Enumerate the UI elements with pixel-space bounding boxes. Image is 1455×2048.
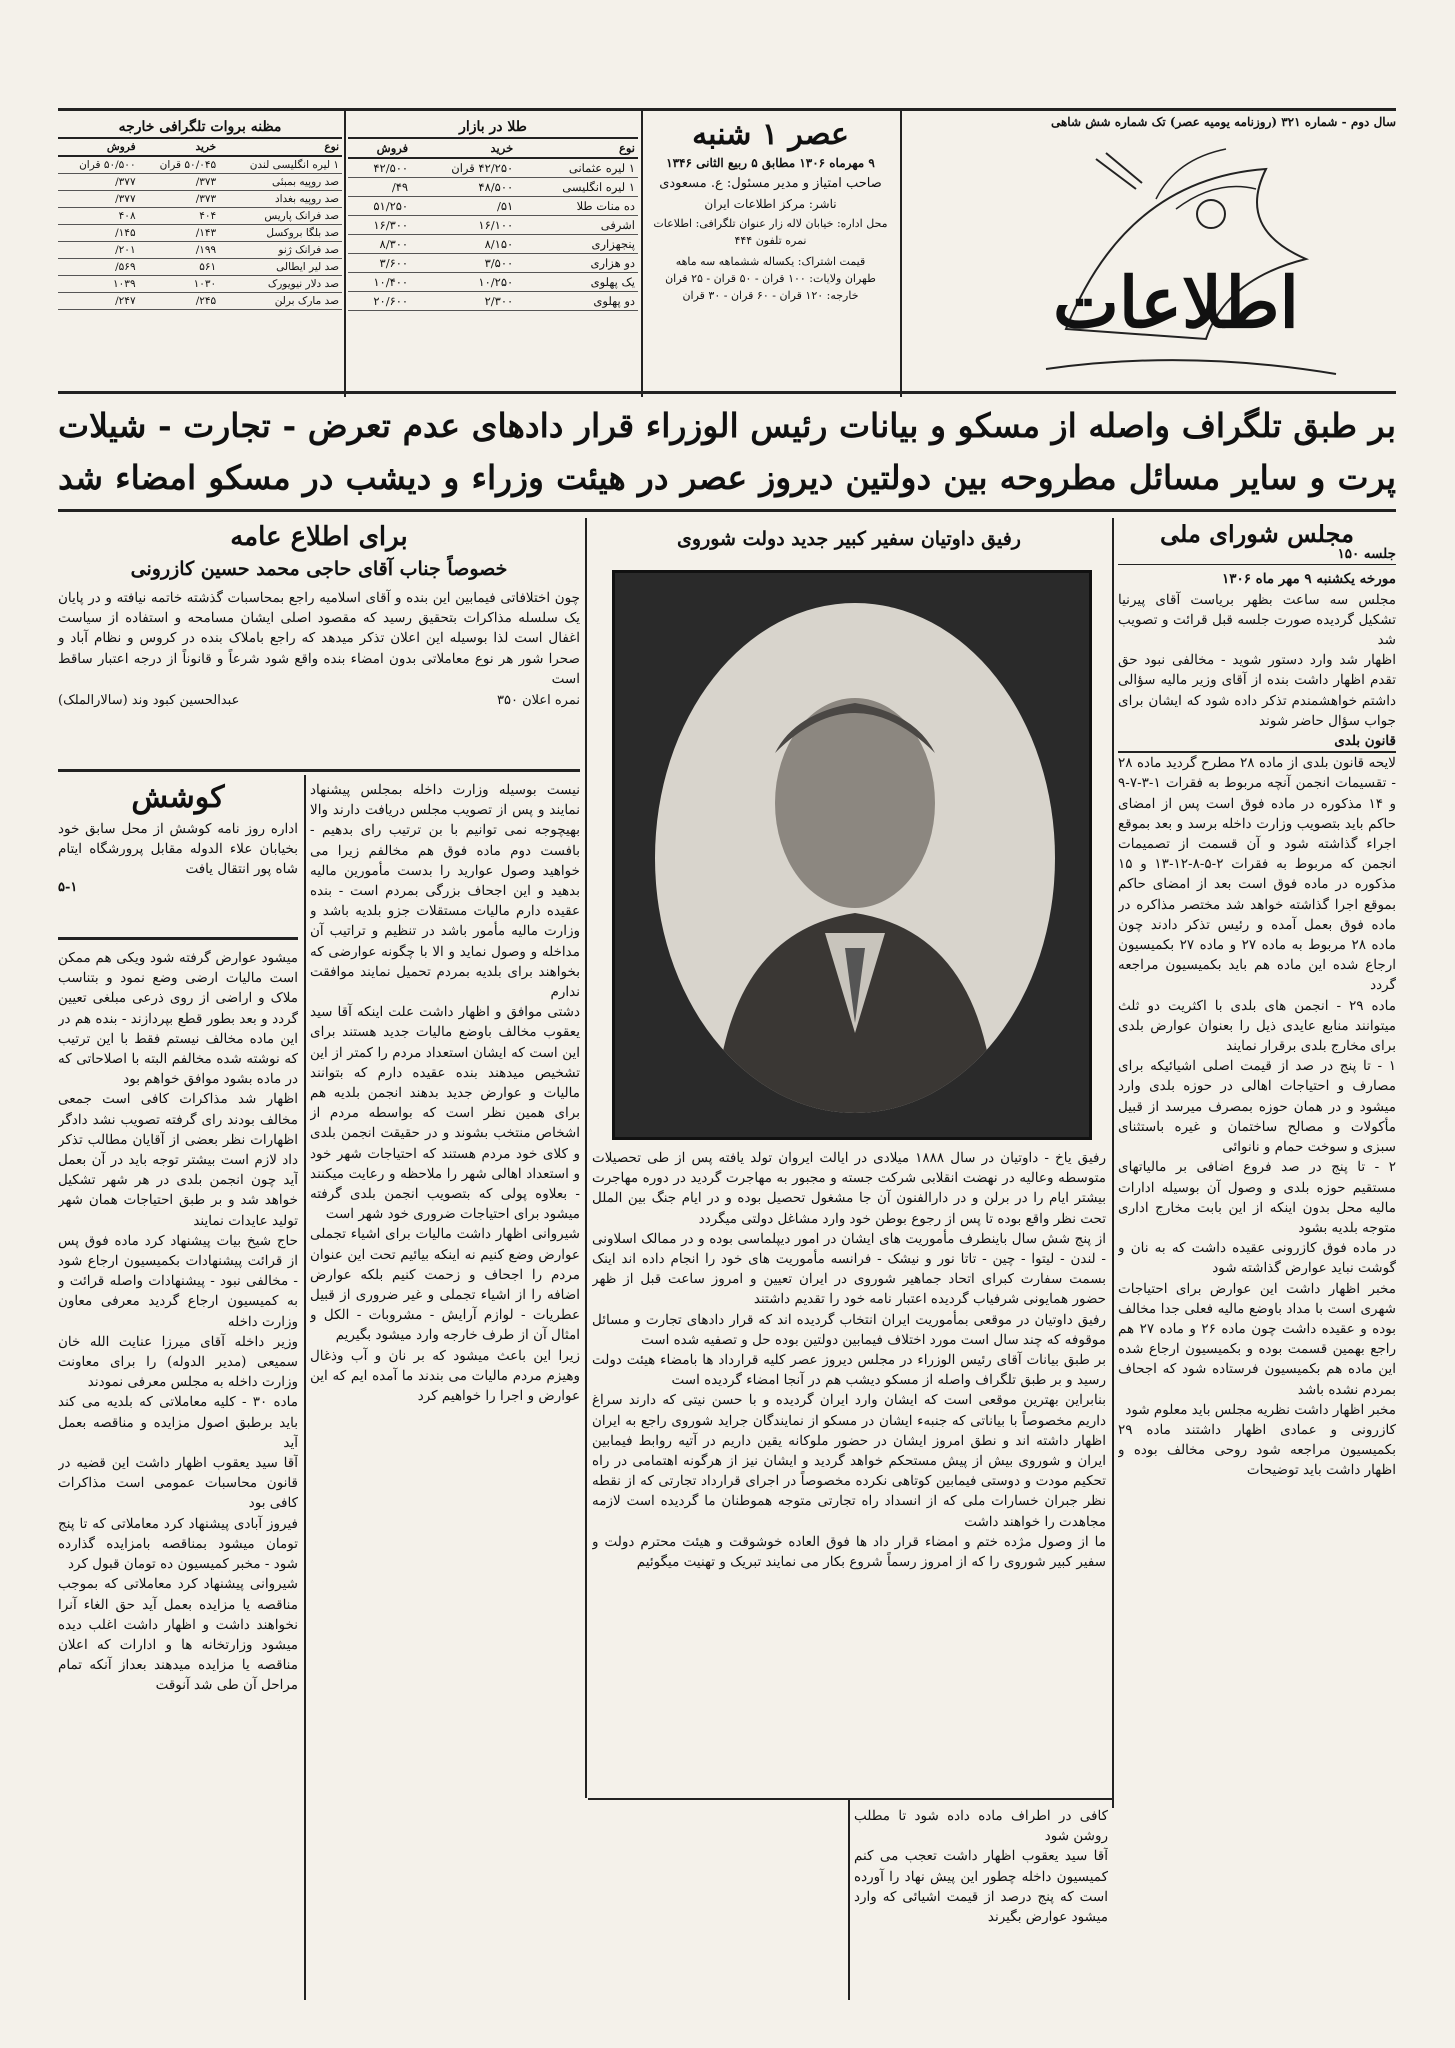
table-row	[58, 259, 342, 276]
cell: ده منات طلا	[516, 197, 638, 216]
col-buy: خرید	[411, 139, 516, 158]
cell: ۴۸/۵۰۰	[411, 178, 516, 197]
cell: ۳/۶۰۰	[348, 254, 411, 273]
cell: ۵۶۹/	[58, 259, 139, 276]
paragraph: زیرا این باعث میشود که بر نان و آب وذغال وهیزم مردم مالیات می بندند ما آمده ایم که این عوارض و اجرا را خواهیم کرد	[310, 1347, 580, 1405]
majlis-date: مورخه یکشنبه ۹ مهر ماه ۱۳۰۶	[1221, 571, 1396, 588]
col-type: نوع	[516, 139, 638, 158]
bio-paragraph: بر طبق بیانات آقای رئیس الوزراء در مجلس دیروز عصر کلیه قرارداد ها بامضاء هیئت دولت رسید و بر طبق تلگراف واصله از مسکو دیشب هم در آنجا امضاء گردیده است	[592, 1352, 1106, 1389]
bio-paragraph: ما از وصول مژده ختم و امضاء قرار داد ها فوق العاده خوشوقت و هیئت محترم دولت و سفیر کبیر شوروی را که از امروز رسماً شروع بکار می نمایند تبریک و تهنیت میگوئیم	[592, 1533, 1106, 1571]
cell: ۸/۱۵۰	[411, 235, 516, 254]
cell: صد لیر ایطالی	[219, 259, 342, 276]
notice-subtitle: خصوصاً جناب آقای حاجی محمد حسین کازرونی	[130, 558, 508, 580]
cell: پنجهزاری	[516, 235, 638, 254]
table-row	[348, 254, 638, 273]
paragraph: حاج شیخ بیات پیشنهاد کرد ماده فوق پس از قرائت پیشنهادات بکمیسیون ارجاع شود - مخالفی نبود - پیشنهادات واصله قرائت و به کمیسیون ارجاع گردید معرفی معاون وزارت داخله	[58, 1232, 298, 1330]
notice-ad-number: نمره اعلان ۳۵۰	[496, 693, 580, 709]
article-left-middle	[310, 780, 580, 1995]
masthead	[58, 108, 1396, 394]
cell: ۱۶/۳۰۰	[348, 216, 411, 235]
paragraph: دشتی موافق و اظهار داشت علت اینکه آقا سید یعقوب مخالف باوضع مالیات جدید هستند برای این است که ایشان استعداد مردم را کمتر از این تشخیص میدهند بنده عقیده دارم که بتوانند مالیات و عوارض جدید بدهند انجمن بلدیه هم برای همین نظر است که بواسطه مردم از اشخاص منتخب بشوند و در حقیقت انجمن بلدی و کلای خود مردم هستند که احتیاجات شهر خود و استعداد اهالی شهر را ملاحظه و رعایت میکنند - بعلاوه پولی که بتصویب انجمن بلدی گرفته میشود برای احتیاجات ضروری خود شهر است	[310, 1004, 580, 1223]
cell: صد دلار نیویورک	[219, 276, 342, 293]
cell: دو پهلوی	[516, 292, 638, 311]
masthead-info	[643, 111, 898, 397]
fx-rates-header	[58, 139, 342, 156]
cell: ۱۰۳۰	[139, 276, 220, 293]
masthead-meta-line: سال دوم - شماره ۳۲۱ (روزنامه یومیه عصر) تک شماره شش شاهی	[1050, 115, 1396, 129]
subscription-header: قیمت اشتراک: یکساله ششماهه سه ماهه	[675, 255, 866, 268]
cell: ۲۴۷/	[58, 293, 139, 310]
cell: ۱ لیره انگلیسی لندن	[219, 156, 342, 174]
cell: ۴۰۸	[58, 208, 139, 225]
gold-market-title: طلا در بازار	[348, 117, 638, 139]
table-row	[58, 225, 342, 242]
majlis-paragraph: مخبر اظهار داشت این عوارض برای احتیاجات شهری است با مداد باوضع مالیه فعلی جدا مخالف بوده و عقیده داشت چون ماده ۲۶ و ماده ۲۷ هم راجع بهمین قسمت بوده و بکمیسیون ارجاع شده این ماده هم بکمیسیون فرستاده شود که اجحاف بمردم نشده باشد	[1118, 1280, 1396, 1398]
paragraph: کافی در اطراف ماده داده شود تا مطلب روشن شود	[854, 1808, 1108, 1845]
cell: صد روپیه بغداد	[219, 191, 342, 208]
cell: ۵۶۱	[139, 259, 220, 276]
paragraph: ماده ۳۰ - کلیه معاملاتی که بلدیه می کند باید برطبق اصول مزایده و مناقصه بعمل آید	[58, 1394, 298, 1451]
notice-box	[58, 522, 580, 772]
col-sell: فروش	[348, 139, 411, 158]
fx-rates-box	[58, 117, 342, 310]
gold-market-table	[348, 139, 638, 311]
address-line: محل اداره: خیابان لاله زار عنوان تلگرافی: اطلاعات	[653, 217, 888, 230]
cell: صد فرانک پاریس	[219, 208, 342, 225]
majlis-paragraph: مخبر اظهار داشت نظریه مجلس باید معلوم شود	[1125, 1401, 1396, 1418]
paragraph: آقا سید یعقوب اظهار داشت این قضیه در قانون محاسبات عمومی است مذاکرات کافی بود	[58, 1455, 298, 1512]
notice-signer: عبدالحسین کبود وند (سالارالملک)	[58, 693, 240, 709]
gold-market-header	[348, 139, 638, 158]
phone-line: نمره تلفون ۴۴۴	[734, 234, 807, 247]
koushesh-box	[58, 780, 298, 940]
col-buy: خرید	[139, 139, 220, 156]
table-row	[348, 178, 638, 197]
gold-market-box	[348, 117, 638, 311]
cell: ۱ لیره انگلیسی	[516, 178, 638, 197]
fx-rates-title: مظنه بروات تلگرافی خارجه	[58, 117, 342, 139]
cell: ۲۰/۶۰۰	[348, 292, 411, 311]
paragraph: شیروانی پیشنهاد کرد معاملاتی که بموجب مناقصه یا مزایده بعمل آید حق الغاء آنرا نخواهند داشت و اظهار داشت اغلب دیده میشود وزارتخانه ها و ادارات که اعلان مناقصه یا مزایده میدهند بعداز آنکه تمام مراحل آن طی شد آنوقت	[58, 1576, 298, 1694]
cell: ۱۰/۴۰۰	[348, 273, 411, 292]
majlis-paragraph: ماده ۲۹ - انجمن های بلدی با اکثریت دو ثلث میتوانند منابع عایدی ذیل را بعنوان عوارض بلدی برای مخارج بلدی برقرار نمایند	[1118, 997, 1396, 1055]
headline-line-2: پرت و سایر مسائل مطروحه بین دولتین دیروز عصر در هیئت وزراء و دیشب در مسکو امضاء شد	[58, 458, 1396, 497]
cell: ۴۲/۵۰۰	[348, 158, 411, 178]
cell: ۲/۳۰۰	[411, 292, 516, 311]
paragraph: آقا سید یعقوب اظهار داشت تعجب می کنم کمیسیون داخله چطور این پیش نهاد را آورده است که پنج درصد از قیمت اشیائی که وارد میشود عوارض بگیرند	[854, 1848, 1108, 1926]
col-sell: فروش	[58, 139, 139, 156]
bio-article	[592, 1148, 1106, 1798]
paragraph: فیروز آبادی پیشنهاد کرد معاملاتی که تا پنج تومان میشود بمناقصه بامزایده گذارده شود - مخبر کمیسیون ده تومان قبول کرد	[58, 1515, 298, 1573]
majlis-paragraph: لایحه قانون بلدی از ماده ۲۸ مطرح گردید ماده ۲۸ - تقسیمات انجمن آنچه مربوط به فقرات ۱-۳-۷-۹ و ۱۴ مذکوره در ماده فوق است پس از امضای حاکم باید بتصویب وزارت داخله برسد و بعد بموقع اجراء گذاشته شود و آن قسمت از تصمیمات انجمن که مربوط به فقرات ۲-۵-۸-۱۲-۱۳ و ۱۵ مذکوره در ماده فوق است بعد از امضای حاکم بموقع اجرا گذاشته خواهد شد مختصر مذاکره در ماده فوق بعمل آمده و رئیس تذکر دادند چون ماده ۲۸ مربوط به ماده ۲۷ و ماده ۲۷ بکمیسیون ارجاع شده این ماده هم باید بکمیسیون مراجعه گردد	[1118, 755, 1396, 994]
cell: ۳/۵۰۰	[411, 254, 516, 273]
bio-paragraph: رفیق داوتیان در موقعی بمأموریت ایران انتخاب گردیده اند که قرار دادهای تجارت و مسائل موقوفه که چند سال است مورد اختلاف فیمابین دولتین بوده حل و تصفیه شده است	[592, 1311, 1106, 1348]
table-row	[348, 197, 638, 216]
majlis-session: جلسه ۱۵۰	[1118, 544, 1396, 565]
table-row	[348, 158, 638, 178]
cell: صد بلگا بروکسل	[219, 225, 342, 242]
bio-paragraph: از پنج شش سال باینطرف مأموریت های ایشان در امور دیپلماسی بوده و در ممالک اسلاونی - لندن - لیتوا - چین - تاتا نور و نیشک - فرانسه مأموریت های خود را انجام داده اند اینک بسمت سفارت کبرای اتحاد جماهیر شوروی در ایران تعیین و امروز ساعت قبل از ظهر حضور همایونی شرفیاب گردیده اعتبار نامه خود را تقدیم داشتند	[592, 1230, 1106, 1308]
day-line: عصر ۱ شنبه	[692, 117, 849, 152]
cell: ۵۰/۵۰۰ قران	[58, 156, 139, 174]
col-type: نوع	[219, 139, 342, 156]
paragraph: شیروانی اظهار داشت مالیات برای اشیاء تجملی عوارض وضع کنیم نه اینکه بیائیم تحت این عنوان مردم را اجحاف و زحمت کنیم بلکه عوارض اضافه را از اشیاء تجملی و غیر ضروری از قبیل عطریات - لوازم آرایش - مشروبات - الکل و امثال آن از طرف خارجه وارد میشود بگیریم	[310, 1226, 580, 1344]
article-left	[58, 948, 298, 1996]
notice-footer	[58, 693, 580, 708]
majlis-paragraph: ۱ - تا پنج در صد از قیمت اصلی اشیائیکه برای مصارف و احتیاجات اهالی در حوزه بلدی وارد میشود و در همان حوزه بمصرف میرسد از قبیل مأکولات و مصالح ساختمان و غیره باستثنای سبزی و سوخت حمام و نانوائی	[1118, 1058, 1396, 1156]
paragraph: نیست بوسیله وزارت داخله بمجلس پیشنهاد نمایند و پس از تصویب مجلس دریافت دارند والا بهیچوجه نمی توانیم با بن ترتیب رای بدهیم - بافست دوم ماده فوق هم مخالفم زیرا می خواهید وصول عوارید را بدست مأمورین مالیه بدهید و این اجحاف بزرگی بمردم است - بنده عقیده دارم مالیات مستقلات جزو بلدیه باشد و وزارت مالیه مأمور باشد در تنظیم و تراتیب آن مداخله و وصول نماید و الا با چگونه عوارضی که بخواهند برای بلدیه بمردم تحمیل نمایند موافقت ندارم	[310, 782, 580, 1001]
bottom-center-right	[854, 1806, 1108, 1996]
majlis-paragraph: در ماده فوق کازرونی عقیده داشت که به نان و گوشت نباید عوارض گذاشته شود	[1118, 1240, 1396, 1277]
table-row	[58, 191, 342, 208]
photo-oval	[655, 603, 1055, 1113]
table-row	[58, 242, 342, 259]
cell: ۴۲/۲۵۰ قران	[411, 158, 516, 178]
headline-line-1: بر طبق تلگراف واصله از مسکو و بیانات رئیس الوزراء قرار دادهای عدم تعرض - تجارت - شیلات	[58, 406, 1396, 445]
cell: ۲۰۱/	[58, 242, 139, 259]
table-row	[348, 273, 638, 292]
portrait-icon	[655, 603, 1055, 1113]
koushesh-body: اداره روز نامه کوشش از محل سابق خود بخیابان علاء الدوله مقابل پرورشگاه ایتام شاه پور انتقال یافت	[58, 821, 298, 878]
paragraph: اظهار شد مذاکرات کافی است جمعی مخالف بودند رای گرفته تصویب نشد دادگر اظهارات نظر بعضی از آقایان مطالب تذکر داد لازم است بیشتر توجه باید در آن بعمل آید چون انجمن بلدی در هر شهر تشکیل خواهد شد و بر طبق احتیاجات همان شهر تولید عایدات نمایند	[58, 1091, 298, 1229]
majlis-title: مجلس شورای ملی	[1160, 524, 1354, 548]
cell: دو هزاری	[516, 254, 638, 273]
table-row	[348, 216, 638, 235]
cell: ۳۷۳/	[139, 174, 220, 191]
cell: ۵۱/۲۵۰	[348, 197, 411, 216]
subscription-abroad: خارجه: ۱۲۰ قران - ۶۰ قران - ۳۰ قران	[682, 289, 859, 302]
cell: ۵۱/	[411, 197, 516, 216]
paragraph: میشود عوارض گرفته شود ویکی هم ممکن است مالیات ارضی وضع نمود و بتناسب ملاک و اراضی از روی ذرعی مبلغی تعیین گردد و بعد بطور قطع بپردازند - بنده هم در این ماده مخالف نیستم فقط با این ترتیب که نوشته شده مخالفم البته با اصلاحاتی که در ماده بشود موافق خواهم بود	[58, 950, 298, 1088]
table-row	[58, 156, 342, 174]
majlis-paragraph: ۲ - تا پنج در صد فروع اضافی بر مالیاتهای مستقیم حوزه بلدی و وصول آن بوسیله ادارات مالیه محل بدون اینکه از این بابت مخارج اداری متوجه بلدیه بشود	[1118, 1159, 1396, 1236]
majlis-subheading: قانون بلدی	[1118, 731, 1396, 753]
publisher-line: ناشر: مرکز اطلاعات ایران	[704, 197, 837, 211]
majlis-column	[1118, 524, 1396, 1998]
cell: ۱۴۵/	[58, 225, 139, 242]
cell: صد مارک برلن	[219, 293, 342, 310]
subscription-tehran: طهران ولایات: ۱۰۰ قران - ۵۰ قران - ۲۵ قران	[665, 272, 876, 285]
table-row	[58, 293, 342, 310]
cell: ۳۷۷/	[58, 174, 139, 191]
notice-title: برای اطلاع عامه	[230, 522, 408, 552]
cell: ۱ لیره عثمانی	[516, 158, 638, 178]
koushesh-ref: ۵-۱	[58, 879, 78, 895]
cell: اشرفی	[516, 216, 638, 235]
majlis-paragraph: اظهار شد وارد دستور شوید - مخالفی نبود حق تقدم اظهار داشت بنده از آقای وزیر مالیه سؤالی داشتم خواهشمندم تذکر داده شود که ایشان برای جواب سؤال حاضر شوند	[1118, 652, 1396, 729]
cell: صد فرانک ژنو	[219, 242, 342, 259]
table-row	[348, 292, 638, 311]
fx-rates-table	[58, 139, 342, 310]
paragraph: وزیر داخله آقای میرزا عنایت الله خان سمیعی (مدیر الدوله) را برای معاونت وزارت داخله به مجلس معرفی نمودند	[58, 1333, 298, 1391]
date-line: ۹ مهرماه ۱۳۰۶ مطابق ۵ ربیع الثانی ۱۳۴۶	[666, 156, 875, 170]
cell: ۱۰۳۹	[58, 276, 139, 293]
notice-body: چون اختلافاتی فیمابین این بنده و آقای اسلامیه راجع بمحاسبات گذشته خاتمه نیافته و در پایان یک سلسله مذاکرات بتحقیق رسید که مقصود اصلی ایشان مسامحه و استفاده از سیاست اغفال است لذا بوسیله این اعلان تذکر میدهد که راجع باملاک بنده در کروس و نظام آباد و صحرا شور هر نوع معاملاتی بدون امضاء بنده واقع شود شرعاً و قانوناً از درجه اعتبار ساقط است	[58, 590, 580, 687]
majlis-paragraph: مجلس سه ساعت بظهر بریاست آقای پیرنیا تشکیل گردیده صورت جلسه قبل قرائت و تصویب شد	[1118, 591, 1396, 649]
table-row	[58, 208, 342, 225]
cell: ۱۰/۲۵۰	[411, 273, 516, 292]
cell: ۴۰۴	[139, 208, 220, 225]
cell: ۱۴۳/	[139, 225, 220, 242]
table-row	[58, 174, 342, 191]
cell: صد روپیه بمبئی	[219, 174, 342, 191]
cell: ۱۶/۱۰۰	[411, 216, 516, 235]
cell: ۱۹۹/	[139, 242, 220, 259]
cell: ۲۴۵/	[139, 293, 220, 310]
owner-line: صاحب امتیاز و مدیر مسئول: ع. مسعودی	[659, 176, 882, 191]
bio-paragraph: رفیق یاخ - داوتیان در سال ۱۸۸۸ میلادی در ایالت ایروان تولد یافته پس از طی تحصیلات متوسطه وعالیه در نهضت انقلابی شرکت جسته و مجبور به مهاجرت گردید در دوره مهاجرت بیشتر ایام را در برلن و در دارالفنون آن جا مشغول تحصیل بوده و در ایام جنگ بین الملل تحت نظر واقع بوده تا پس از رجوع بوطن خود وارد مشاغل دولتی میگردد	[592, 1150, 1106, 1227]
koushesh-title: کوشش	[131, 780, 225, 815]
bio-paragraph: بنابراین بهترین موقعی است که ایشان وارد ایران گردیده و با حسن نیتی که دارند سراغ داریم مخصوصاً با بیاناتی که جنبهء ایشان در مسکو از نمایندگان جراید شوروی راجع به ایران اظهار داشته اند و نطق امروز ایشان در حضور ملوکانه یقین داریم در آتیه روابط فیمابین ایران و شوروی بیش از پیش مستحکم خواهد گردید و ایشان نیز از هرگونه اهتمامی در راه تحکیم مودت و دوستی فیمابین کوتاهی نکرده مخصوصاً در اجرای قرارداد تجارتی که از نقطه نظر جبران خسارات ملی که از انسداد راه تجارتی متوجه هموطنان ما گردیده است لازمه مجاهدت را خواهند داشت	[592, 1392, 1106, 1530]
majlis-paragraph: کازرونی و عمادی اظهار داشتند ماده ۲۹ بکمیسیون مراجعه شود روحی مخالف بوده و اظهار داشت باید توضیحات	[1118, 1421, 1396, 1479]
cell: ۳۷۷/	[58, 191, 139, 208]
cell: ۸/۳۰۰	[348, 235, 411, 254]
photo-caption: رفیق داوتیان سفیر کبیر جدید دولت شوروی	[677, 528, 1021, 550]
cell: یک پهلوی	[516, 273, 638, 292]
table-row	[348, 235, 638, 254]
cell: ۵۰/۰۴۵ قران	[139, 156, 220, 174]
logo-text: اطلاعات	[1053, 261, 1299, 344]
ambassador-photo	[612, 570, 1092, 1140]
table-row	[58, 276, 342, 293]
cell: ۳۷۳/	[139, 191, 220, 208]
headline	[58, 400, 1396, 512]
cell: ۴۹/	[348, 178, 411, 197]
